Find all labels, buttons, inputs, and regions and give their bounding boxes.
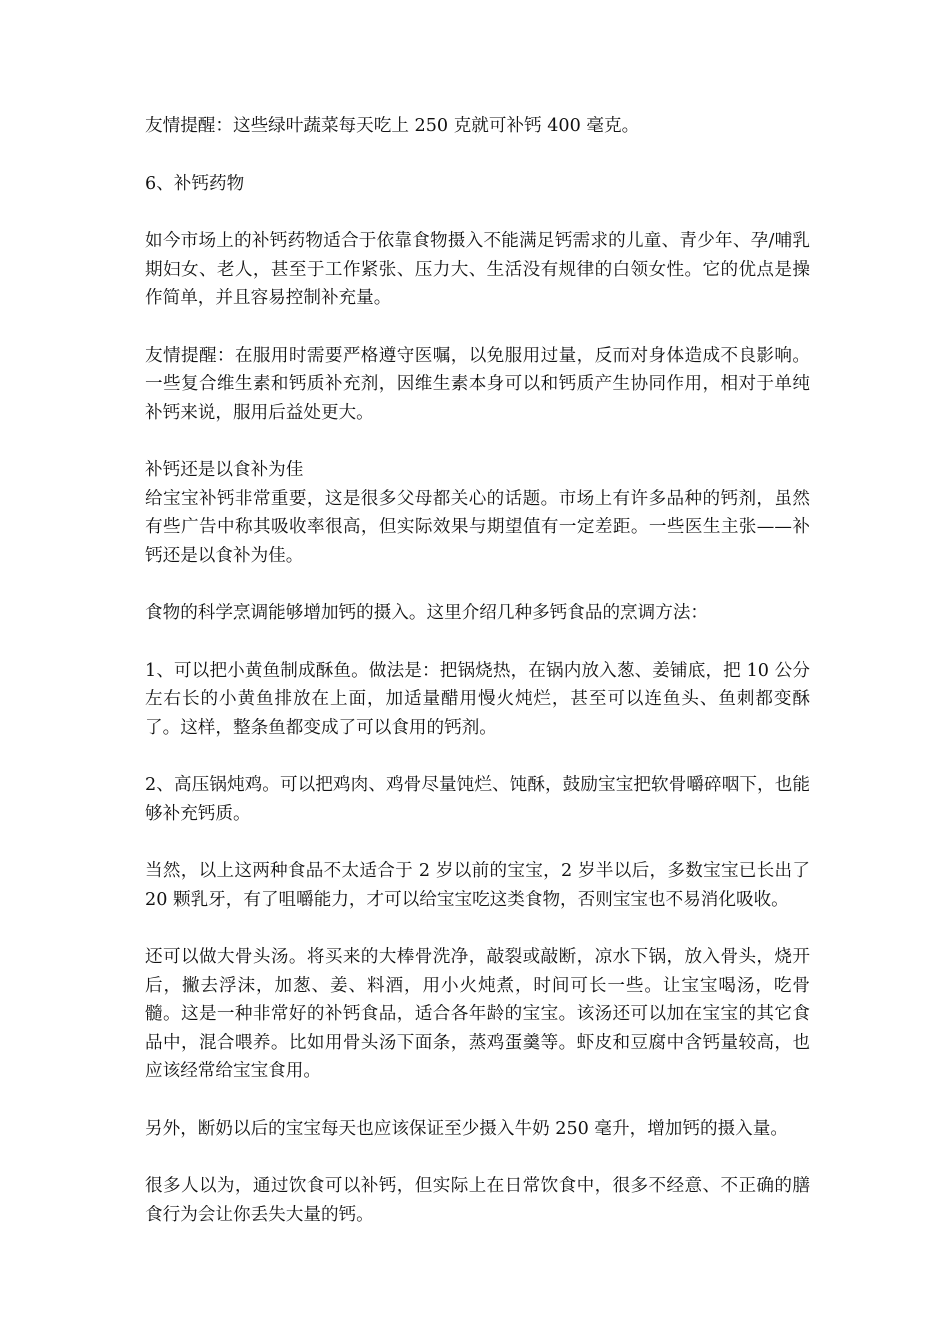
recipe-bone-soup-paragraph: 还可以做大骨头汤。将买来的大棒骨洗净，敲裂或敲断，凉水下锅，放入骨头，烧开后，撇去浮沫，加葱、姜、料酒，用小火炖煮，时间可长一些。让宝宝喝汤，吃骨髓。这是一种非常好的补钙食品，适合各年龄的宝宝。该汤还可以加在宝宝的其它食品中，混合喂养。比如用骨头汤下面条，蒸鸡蛋羹等。虾皮和豆腐中含钙量较高，也应该经常给宝宝食用。 (145, 947, 810, 1081)
calcium-loss-paragraph: 很多人以为，通过饮食可以补钙，但实际上在日常饮食中，很多不经意、不正确的膳食行为会让你丢失大量的钙。 (145, 1176, 810, 1225)
milk-intake-paragraph: 另外，断奶以后的宝宝每天也应该保证至少摄入牛奶 250 毫升，增加钙的摄入量。 (145, 1118, 788, 1139)
age-suitability-paragraph: 当然，以上这两种食品不太适合于 2 岁以前的宝宝，2 岁半以后，多数宝宝已长出了 20 颗乳牙，有了咀嚼能力，才可以给宝宝吃这类食物，否则宝宝也不易消化吸收。 (145, 861, 810, 910)
reminder-medical-advice-paragraph: 友情提醒：在服用时需要严格遵守医嘱，以免服用过量，反而对身体造成不良影响。一些复合维生素和钙质补充剂，因维生素本身可以和钙质产生协同作用，相对于单纯补钙来说，服用后益处更大。 (145, 345, 810, 423)
cooking-methods-intro-paragraph: 食物的科学烹调能够增加钙的摄入。这里介绍几种多钙食品的烹调方法： (145, 603, 709, 623)
calcium-drugs-paragraph: 如今市场上的补钙药物适合于依靠食物摄入不能满足钙需求的儿童、青少年、孕/哺乳期妇女、老人，甚至于工作紧张、压力大、生活没有规律的白领女性。它的优点是操作简单，并且容易控制补充量。 (145, 231, 810, 308)
document-page (145, 112, 810, 1258)
section-heading-calcium-drugs: 6、补钙药物 (145, 173, 245, 194)
recipe-pressure-cooker-chicken-paragraph: 2、高压锅炖鸡。可以把鸡肉、鸡骨尽量饨烂、饨酥，鼓励宝宝把软骨嚼碎咽下，也能够补充钙质。 (145, 775, 810, 824)
recipe-crispy-fish-paragraph: 1、可以把小黄鱼制成酥鱼。做法是：把锅烧热，在锅内放入葱、姜铺底，把 10 公分左右长的小黄鱼排放在上面，加适量醋用慢火炖烂，甚至可以连鱼头、鱼刺都变酥了。这样，整条鱼都变成了可以食用的钙剂。 (145, 660, 810, 738)
reminder-vegetables-paragraph: 友情提醒：这些绿叶蔬菜每天吃上 250 克就可补钙 400 毫克。 (145, 116, 640, 136)
section-heading-food-supplement: 补钙还是以食补为佳 (145, 460, 304, 480)
baby-calcium-intro-paragraph: 给宝宝补钙非常重要，这是很多父母都关心的话题。市场上有许多品种的钙剂，虽然有些广告中称其吸收率很高，但实际效果与期望值有一定差距。一些医生主张——补钙还是以食补为佳。 (145, 488, 810, 566)
